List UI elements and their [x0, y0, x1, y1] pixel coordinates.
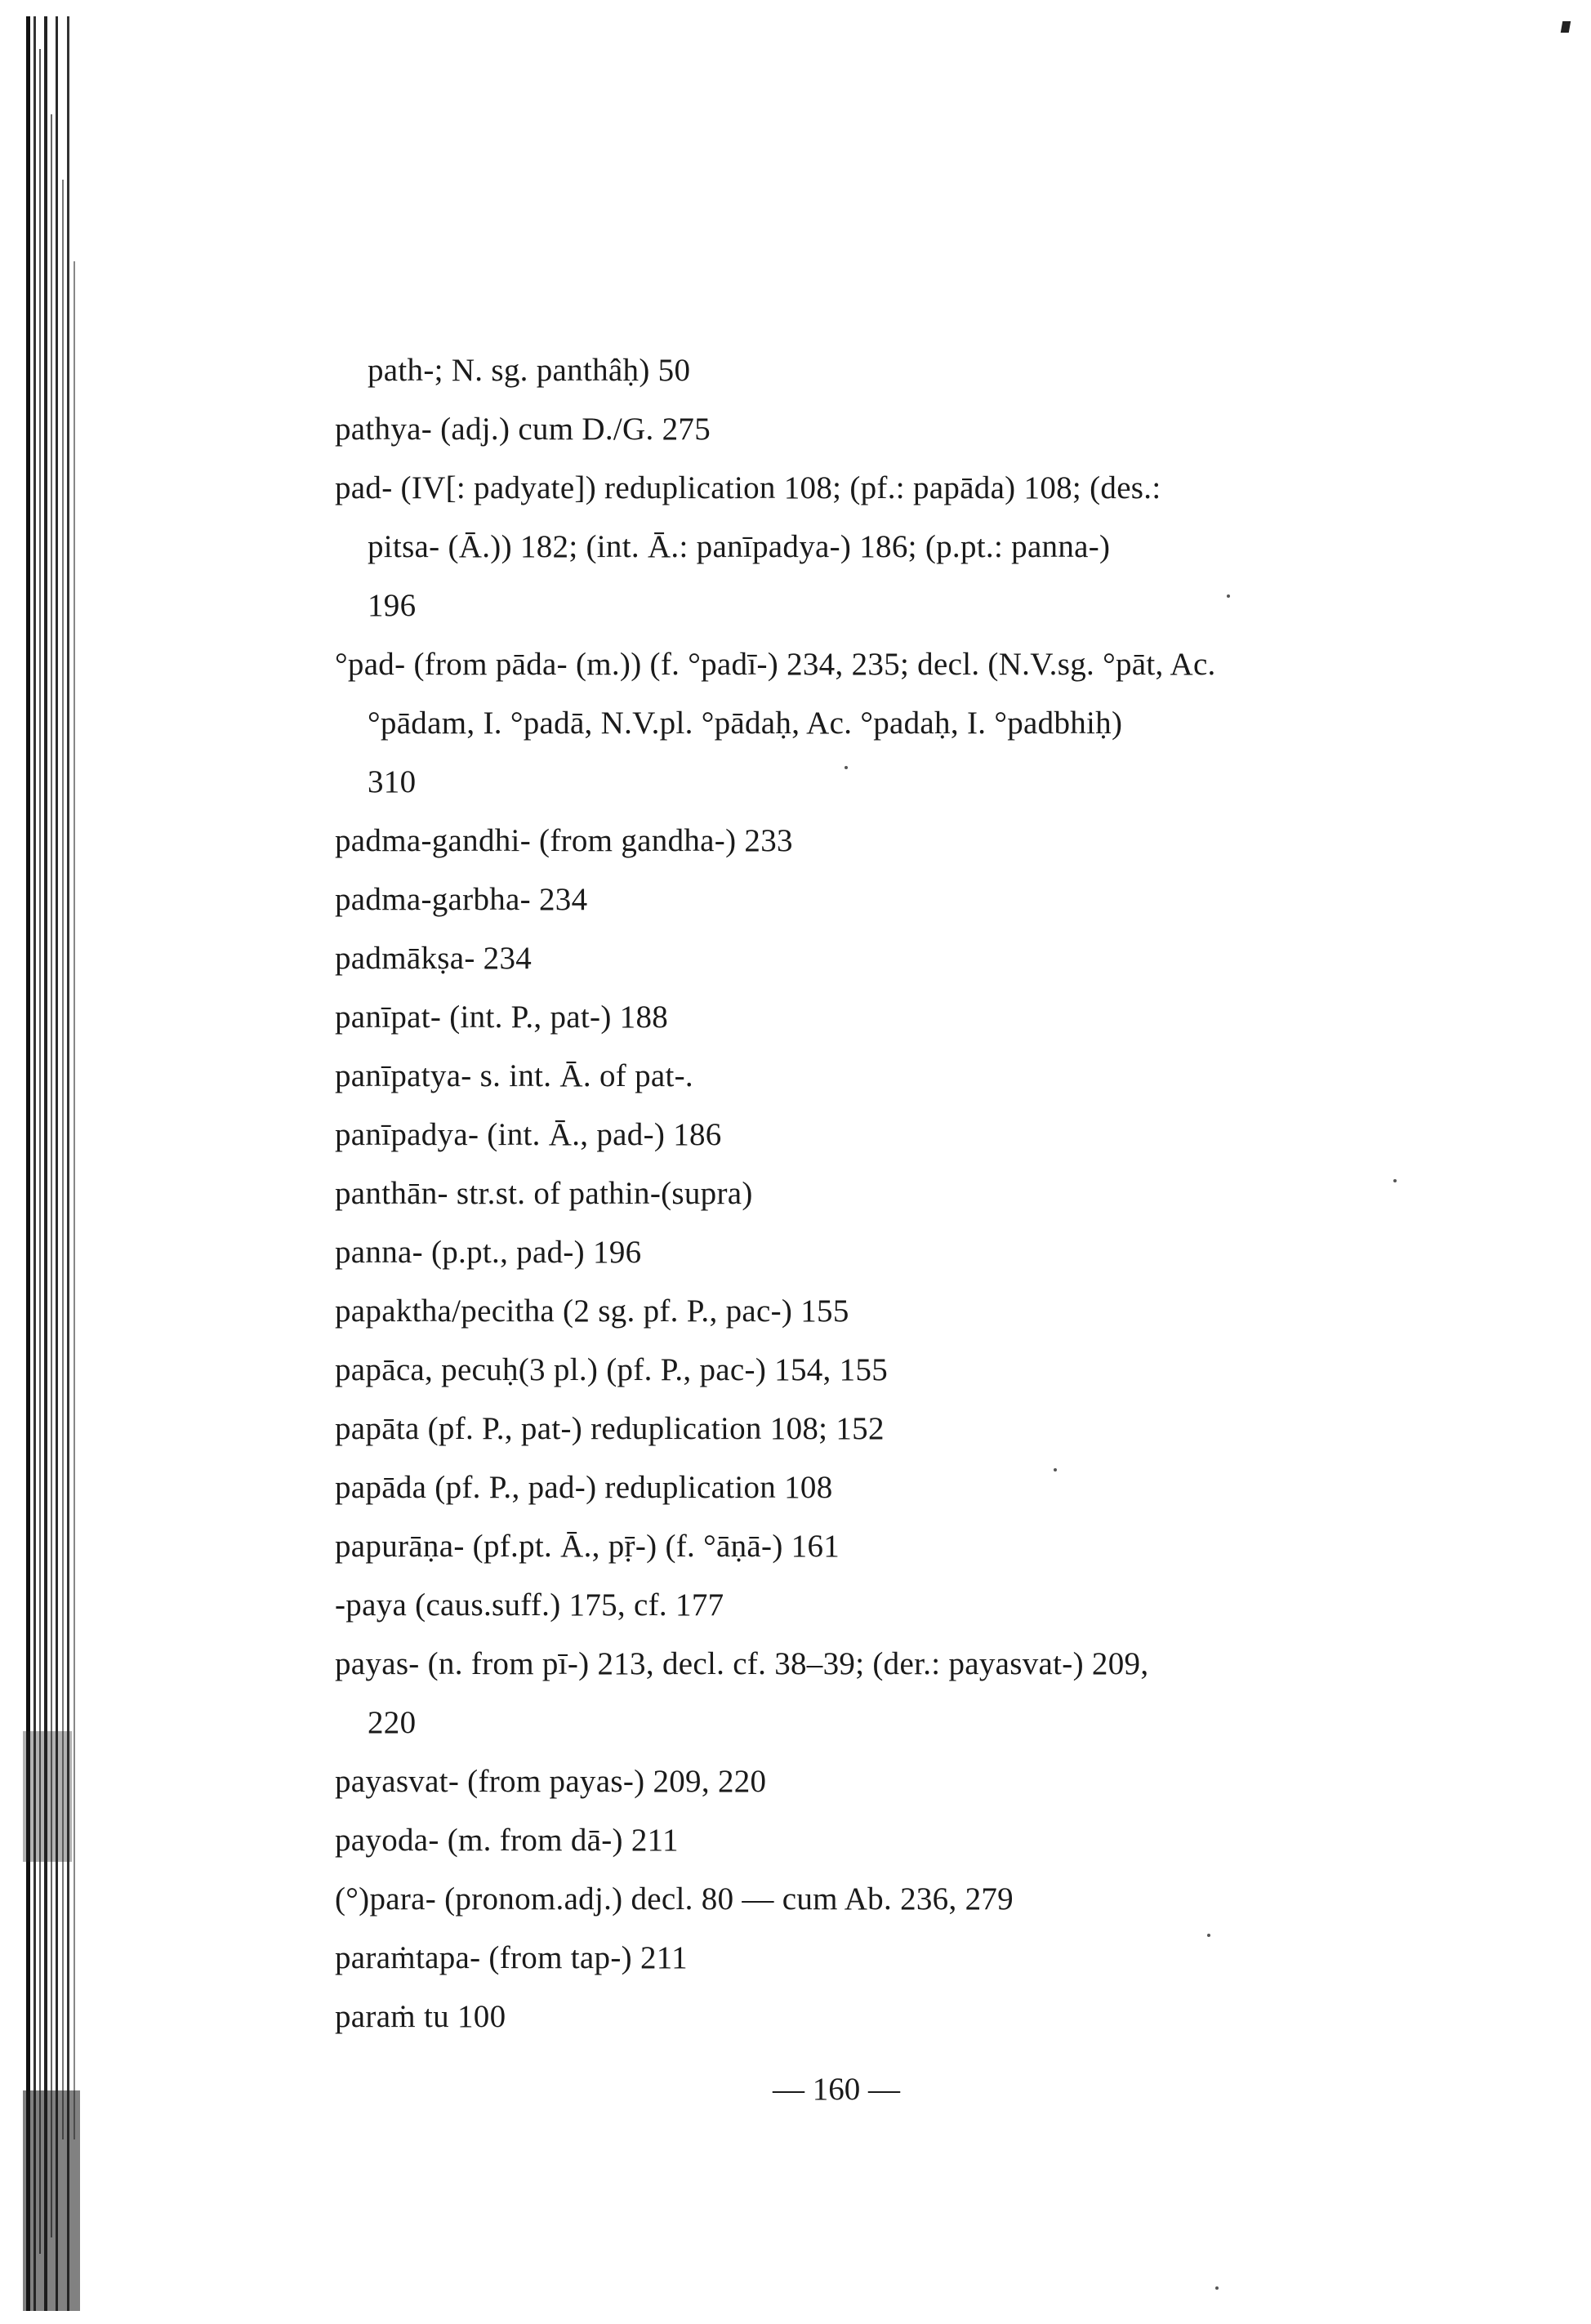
index-entry [335, 400, 1429, 459]
entry-headline: paraṁ tu 100 [335, 1999, 506, 2034]
ink-speck [1215, 2286, 1219, 2290]
entry-headline: papāda (pf. P., pad-) reduplication 108 [335, 1470, 833, 1505]
entry-headline: (°)para- (pronom.adj.) decl. 80 — cum Ab. 236, 279 [335, 1881, 1014, 1917]
page-number: — 160 — [773, 2072, 900, 2107]
entry-headline: papurāṇa- (pf.pt. Ā., pṝ-) (f. °āṇā-) 161 [335, 1529, 840, 1564]
entry-headline: panīpadya- (int. Ā., pad-) 186 [335, 1117, 722, 1152]
entry-continuation: pitsa- (Ā.)) 182; (int. Ā.: panīpadya-) 186; (p.pt.: panna-) [368, 529, 1111, 564]
entry-continuation: °pādam, I. °padā, N.V.pl. °pādaḥ, Ac. °padaḥ, I. °padbhiḥ) [368, 706, 1123, 741]
entry-headline: padma-garbha- 234 [335, 882, 588, 917]
entry-headline: pad- (IV[: padyate]) reduplication 108; (pf.: papāda) 108; (des.: [335, 470, 1161, 505]
index-entries [335, 341, 1429, 2046]
entry-headline: papāta (pf. P., pat-) reduplication 108; 152 [335, 1411, 885, 1446]
entry-headline: -paya (caus.suff.) 175, cf. 177 [335, 1587, 724, 1623]
index-entry [335, 1223, 1429, 1282]
index-entry [335, 1400, 1429, 1458]
entry-headline: papaktha/pecitha (2 sg. pf. P., pac-) 155 [335, 1293, 849, 1329]
index-entry [335, 929, 1429, 988]
index-entry [335, 1282, 1429, 1341]
entry-headline: °pad- (from pāda- (m.)) (f. °padī-) 234, 235; decl. (N.V.sg. °pāt, Ac. [335, 647, 1216, 682]
page-binding-edge [23, 16, 88, 2311]
index-entry [335, 1341, 1429, 1400]
index-entry [335, 988, 1429, 1047]
entry-headline: payas- (n. from pī-) 213, decl. cf. 38–39; (der.: payasvat-) 209, [335, 1646, 1149, 1681]
entry-headline: payoda- (m. from dā-) 211 [335, 1823, 679, 1858]
entry-headline: paraṁtapa- (from tap-) 211 [335, 1940, 688, 1975]
index-entry [335, 1811, 1429, 1870]
index-entry [335, 1988, 1429, 2046]
index-entry [335, 870, 1429, 929]
entry-headline: payasvat- (from payas-) 209, 220 [335, 1764, 767, 1799]
index-entry [335, 1929, 1429, 1988]
index-entry [335, 1517, 1429, 1576]
entry-headline: padma-gandhi- (from gandha-) 233 [335, 823, 793, 858]
index-entry [335, 1635, 1429, 1752]
entry-headline: panna- (p.pt., pad-) 196 [335, 1235, 642, 1270]
index-entry [335, 1752, 1429, 1811]
entry-headline: pathya- (adj.) cum D./G. 275 [335, 412, 711, 447]
index-entry [335, 341, 1429, 400]
index-entry [335, 1458, 1429, 1517]
index-entry [335, 1106, 1429, 1164]
index-entry [335, 1047, 1429, 1106]
index-entry [335, 459, 1429, 635]
index-entry [335, 1576, 1429, 1635]
entry-headline: panthān- str.st. of pathin-(supra) [335, 1176, 753, 1211]
index-entry [335, 635, 1429, 812]
entry-headline: padmākṣa- 234 [335, 941, 533, 976]
index-entry [335, 1164, 1429, 1223]
entry-headline: panīpat- (int. P., pat-) 188 [335, 999, 669, 1035]
entry-headline: panīpatya- s. int. Ā. of pat-. [335, 1058, 693, 1093]
index-entry [335, 812, 1429, 870]
entry-continuation: 310 [368, 764, 417, 799]
entry-continuation: 196 [368, 588, 417, 623]
corner-ink-mark [1561, 21, 1571, 33]
entry-continuation: 220 [368, 1705, 417, 1740]
entry-headline: path-; N. sg. panthâḥ) 50 [368, 353, 691, 388]
entry-headline: papāca, pecuḥ(3 pl.) (pf. P., pac-) 154, 155 [335, 1352, 889, 1387]
index-entry [335, 1870, 1429, 1929]
